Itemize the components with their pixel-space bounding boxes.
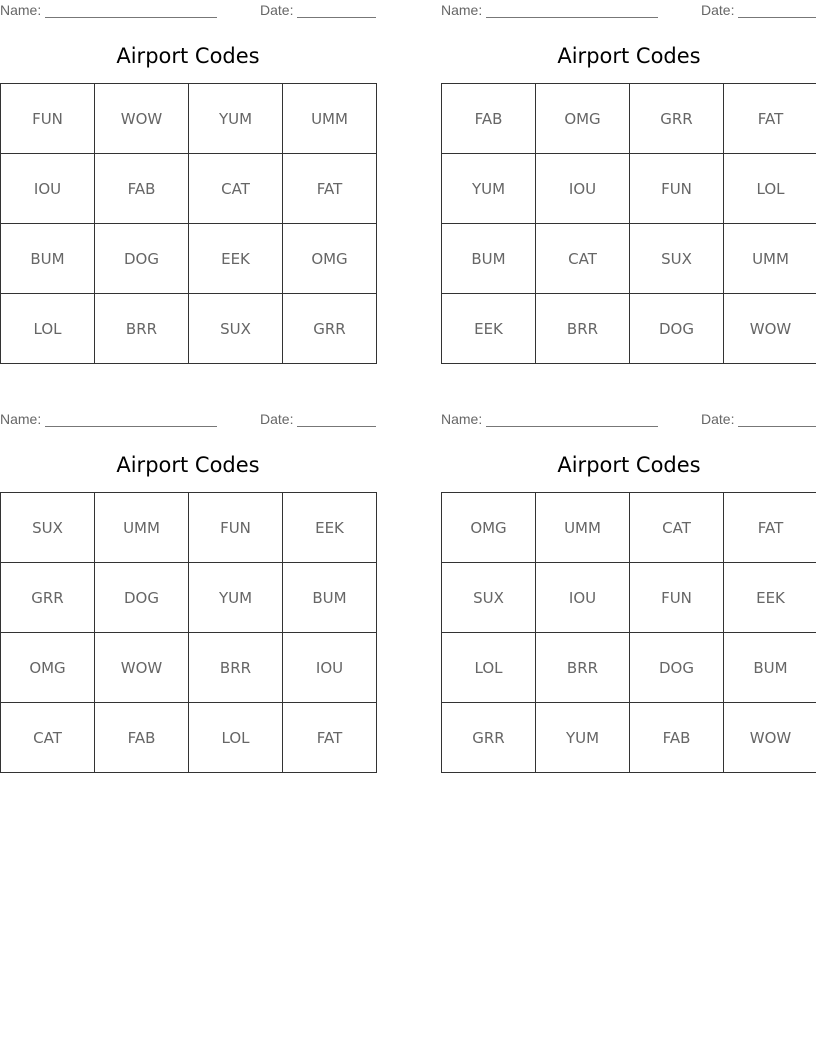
grid-cell: BRR: [536, 294, 630, 364]
grid-cell: BUM: [442, 224, 536, 294]
grid-row: [1, 294, 377, 364]
grid-cell: FAT: [283, 703, 377, 773]
name-label: Name:: [441, 411, 483, 427]
grid-cell: DOG: [95, 224, 189, 294]
grid-cell: UMM: [536, 493, 630, 563]
grid-cell: BUM: [283, 563, 377, 633]
bingo-card: [0, 0, 376, 364]
grid-cell: CAT: [1, 703, 95, 773]
bingo-grid: [441, 492, 816, 773]
grid-cell: OMG: [1, 633, 95, 703]
grid-cell: YUM: [442, 154, 536, 224]
grid-cell: EEK: [283, 493, 377, 563]
grid-cell: UMM: [95, 493, 189, 563]
grid-cell: YUM: [536, 703, 630, 773]
grid-cell: CAT: [536, 224, 630, 294]
grid-row: [1, 84, 377, 154]
grid-row: [1, 493, 377, 563]
date-blank-line: [297, 426, 376, 427]
grid-cell: UMM: [724, 224, 816, 294]
grid-cell: DOG: [630, 294, 724, 364]
grid-cell: BRR: [95, 294, 189, 364]
grid-row: [442, 703, 816, 773]
grid-row: [1, 154, 377, 224]
grid-cell: FAT: [724, 84, 816, 154]
grid-row: [1, 633, 377, 703]
grid-cell: IOU: [536, 563, 630, 633]
grid-cell: BUM: [724, 633, 816, 703]
name-date-header: [0, 411, 376, 429]
grid-cell: SUX: [442, 563, 536, 633]
card-title: Airport Codes: [557, 453, 701, 477]
bingo-grid: [0, 492, 377, 773]
name-blank-line: [486, 426, 658, 427]
name-date-header: [441, 411, 816, 429]
grid-cell: LOL: [442, 633, 536, 703]
card-title: Airport Codes: [116, 453, 260, 477]
grid-cell: FAB: [95, 703, 189, 773]
grid-cell: FUN: [630, 563, 724, 633]
grid-cell: GRR: [630, 84, 724, 154]
grid-cell: WOW: [724, 294, 816, 364]
grid-cell: WOW: [95, 84, 189, 154]
name-blank-line: [45, 426, 217, 427]
grid-row: [442, 633, 816, 703]
grid-cell: CAT: [630, 493, 724, 563]
name-blank-line: [45, 17, 217, 18]
grid-cell: SUX: [189, 294, 283, 364]
date-blank-line: [738, 426, 816, 427]
bingo-card: [0, 409, 376, 773]
date-label: Date:: [701, 411, 735, 427]
grid-cell: IOU: [1, 154, 95, 224]
bingo-grid: [441, 83, 816, 364]
grid-cell: DOG: [630, 633, 724, 703]
date-label: Date:: [260, 2, 294, 18]
grid-cell: FUN: [630, 154, 724, 224]
grid-cell: FAB: [630, 703, 724, 773]
grid-row: [1, 703, 377, 773]
name-blank-line: [486, 17, 658, 18]
grid-cell: EEK: [724, 563, 816, 633]
card-title: Airport Codes: [557, 44, 701, 68]
grid-cell: CAT: [189, 154, 283, 224]
grid-cell: FUN: [1, 84, 95, 154]
bingo-grid: [0, 83, 377, 364]
grid-cell: YUM: [189, 563, 283, 633]
grid-row: [442, 224, 816, 294]
date-blank-line: [738, 17, 816, 18]
grid-cell: FAB: [442, 84, 536, 154]
grid-cell: EEK: [442, 294, 536, 364]
grid-cell: BUM: [1, 224, 95, 294]
date-label: Date:: [701, 2, 735, 18]
grid-cell: SUX: [630, 224, 724, 294]
grid-cell: OMG: [536, 84, 630, 154]
grid-row: [1, 563, 377, 633]
grid-row: [442, 294, 816, 364]
grid-cell: EEK: [189, 224, 283, 294]
grid-cell: WOW: [724, 703, 816, 773]
name-date-header: [0, 2, 376, 20]
grid-row: [1, 224, 377, 294]
grid-cell: SUX: [1, 493, 95, 563]
grid-cell: FAT: [283, 154, 377, 224]
grid-cell: BRR: [189, 633, 283, 703]
grid-row: [442, 84, 816, 154]
name-label: Name:: [441, 2, 483, 18]
date-blank-line: [297, 17, 376, 18]
grid-cell: LOL: [1, 294, 95, 364]
grid-cell: LOL: [724, 154, 816, 224]
date-label: Date:: [260, 411, 294, 427]
grid-cell: GRR: [1, 563, 95, 633]
grid-cell: YUM: [189, 84, 283, 154]
grid-row: [442, 493, 816, 563]
card-title: Airport Codes: [116, 44, 260, 68]
bingo-card: [441, 409, 816, 773]
grid-cell: WOW: [95, 633, 189, 703]
bingo-card: [441, 0, 816, 364]
grid-cell: IOU: [536, 154, 630, 224]
name-date-header: [441, 2, 816, 20]
grid-row: [442, 154, 816, 224]
grid-cell: GRR: [442, 703, 536, 773]
grid-cell: OMG: [442, 493, 536, 563]
grid-cell: FAT: [724, 493, 816, 563]
grid-cell: FAB: [95, 154, 189, 224]
grid-row: [442, 563, 816, 633]
grid-cell: LOL: [189, 703, 283, 773]
grid-cell: UMM: [283, 84, 377, 154]
name-label: Name:: [0, 2, 42, 18]
grid-cell: BRR: [536, 633, 630, 703]
grid-cell: DOG: [95, 563, 189, 633]
grid-cell: GRR: [283, 294, 377, 364]
grid-cell: IOU: [283, 633, 377, 703]
name-label: Name:: [0, 411, 42, 427]
grid-cell: OMG: [283, 224, 377, 294]
grid-cell: FUN: [189, 493, 283, 563]
